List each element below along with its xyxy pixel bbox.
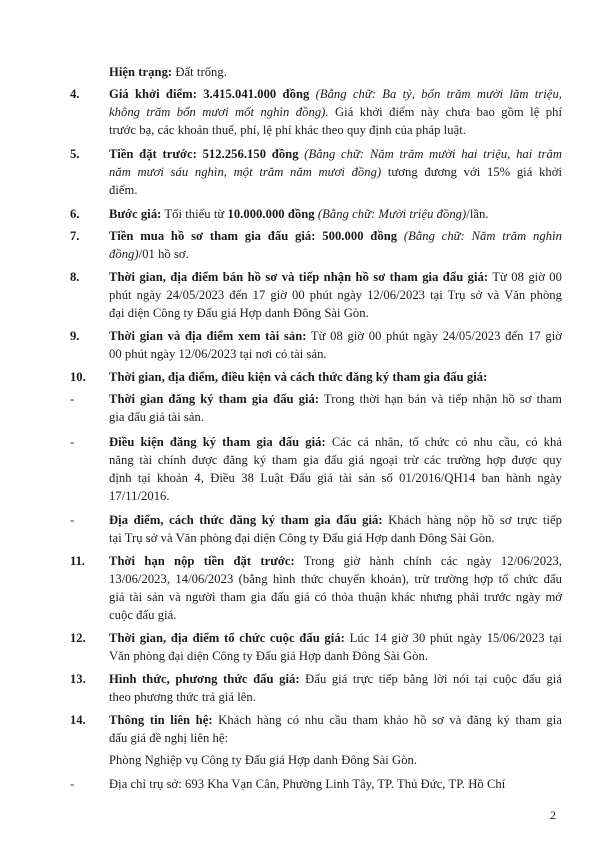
item-number-4: 4.	[70, 87, 80, 101]
item-number-11: 11.	[70, 554, 86, 568]
item-number-5: 5.	[70, 147, 80, 161]
item-number-10: 10.	[70, 370, 86, 384]
bullet-dash: -	[70, 435, 75, 449]
dossier-sale-line-1: Thời gian, địa điểm bán hồ sơ và tiếp nhận hồ sơ tham gia đấu giá: Từ 08 giờ 00	[109, 270, 562, 284]
deposit-line-2: năm mươi sáu nghìn, một trăm năm mươi đồng) tương đương với 15% giá khởi	[109, 165, 562, 179]
contact-address: Địa chỉ trụ sở: 693 Kha Vạn Cân, Phường Linh Tây, TP. Thủ Đức, TP. Hồ Chí	[109, 777, 506, 791]
registration-condition-line-2: năng tài chính được đăng ký tham gia đấu giá ngoại trừ các trường hợp được quy	[109, 453, 562, 467]
bullet-dash: -	[70, 513, 75, 527]
auction-time-line-2: Văn phòng đại diện Công ty Đấu giá Hợp danh Đông Sài Gòn.	[109, 649, 429, 663]
dossier-sale-line-2: phút ngày 24/05/2023 đến 17 giờ 00 phút ngày 12/06/2023 tại Trụ sở và Văn phòng	[109, 288, 562, 302]
contact-line-2: đấu giá đề nghị liên hệ:	[109, 731, 229, 745]
deposit-deadline-line-1: Thời hạn nộp tiền đặt trước: Trong giờ hành chính các ngày 12/06/2023,	[109, 554, 563, 568]
auction-method-line-1: Hình thức, phương thức đấu giá: Đấu giá trực tiếp bằng lời nói tại cuộc đấu giá	[109, 672, 562, 686]
dossier-fee-line-2: đồng)/01 hồ sơ.	[109, 247, 189, 261]
item-number-7: 7.	[70, 229, 80, 243]
viewing-line-1: Thời gian và địa điểm xem tài sản: Từ 08 giờ 00 phút ngày 24/05/2023 đến 17 giờ	[109, 329, 562, 343]
deposit-line-3: điểm.	[109, 183, 138, 197]
registration-condition-line-3: định tại khoản 4, Điều 38 Luật Đấu giá tài sản số 01/2016/QH14 ban hành ngày	[109, 471, 562, 485]
starting-price-line-2: không trăm bốn mươi mốt nghìn đồng). Giá khởi điểm này chưa bao gồm lệ phí	[109, 105, 562, 119]
bid-step-line: Bước giá: Tối thiểu từ 10.000.000 đồng (Bằng chữ: Mười triệu đồng)/lần.	[109, 207, 489, 221]
bullet-dash: -	[70, 392, 75, 406]
auction-time-line-1: Thời gian, địa điểm tổ chức cuộc đấu giá: Lúc 14 giờ 30 phút ngày 15/06/2023 tại	[109, 631, 562, 645]
deposit-deadline-line-4: cuộc đấu giá.	[109, 608, 177, 622]
item-number-14: 14.	[70, 713, 86, 727]
registration-method-line-2: tại Trụ sở và Văn phòng đại diện Công ty Đấu giá Hợp danh Đông Sài Gòn.	[109, 531, 495, 545]
starting-price-line-1: Giá khởi điểm: 3.415.041.000 đồng (Bằng chữ: Ba tỷ, bốn trăm mười lăm triệu,	[109, 87, 562, 101]
deposit-line-1: Tiền đặt trước: 512.256.150 đồng (Bằng chữ: Năm trăm mười hai triệu, hai trăm	[109, 147, 562, 161]
item-number-6: 6.	[70, 207, 80, 221]
registration-method-line-1: Địa điểm, cách thức đăng ký tham gia đấu giá: Khách hàng nộp hồ sơ trực tiếp	[109, 513, 562, 527]
item-number-9: 9.	[70, 329, 80, 343]
page-number: 2	[550, 808, 556, 822]
dossier-fee-line-1: Tiền mua hồ sơ tham gia đấu giá: 500.000 đồng (Bằng chữ: Năm trăm nghìn	[109, 229, 562, 243]
status-line: Hiện trạng: Đất trống.	[109, 65, 227, 79]
contact-department: Phòng Nghiệp vụ Công ty Đấu giá Hợp danh Đông Sài Gòn.	[109, 753, 418, 767]
item-number-12: 12.	[70, 631, 86, 645]
registration-time-line-2: gia đấu giá tài sản.	[109, 410, 205, 424]
deposit-deadline-line-3: giá tài sản và người tham gia đấu giá có thỏa thuận khác nhưng phải trước ngày mở	[109, 590, 562, 604]
registration-heading: Thời gian, địa điểm, điều kiện và cách thức đăng ký tham gia đấu giá:	[109, 370, 488, 384]
auction-method-line-2: theo phương thức trả giá lên.	[109, 690, 256, 704]
item-number-8: 8.	[70, 270, 80, 284]
dossier-sale-line-3: đại diện Công ty Đấu giá Hợp danh Đông Sài Gòn.	[109, 306, 369, 320]
registration-time-line-1: Thời gian đăng ký tham gia đấu giá: Trong thời hạn bán và tiếp nhận hồ sơ tham	[109, 392, 562, 406]
deposit-deadline-line-2: 13/06/2023, 14/06/2023 (bằng hình thức chuyển khoản), trừ trường hợp tổ chức đấu	[109, 572, 562, 586]
viewing-line-2: 00 phút ngày 12/06/2023 tại nơi có tài sản.	[109, 347, 327, 361]
registration-condition-line-4: 17/11/2016.	[109, 489, 170, 503]
bullet-dash: -	[70, 777, 75, 791]
item-number-13: 13.	[70, 672, 86, 686]
registration-condition-line-1: Điều kiện đăng ký tham gia đấu giá: Các cá nhân, tổ chức có nhu cầu, có khả	[109, 435, 562, 449]
contact-line-1: Thông tin liên hệ: Khách hàng có nhu cầu tham khảo hồ sơ và đăng ký tham gia	[109, 713, 562, 727]
starting-price-line-3: trước bạ, các khoản thuế, phí, lệ phí khác theo quy định của pháp luật.	[109, 123, 466, 137]
